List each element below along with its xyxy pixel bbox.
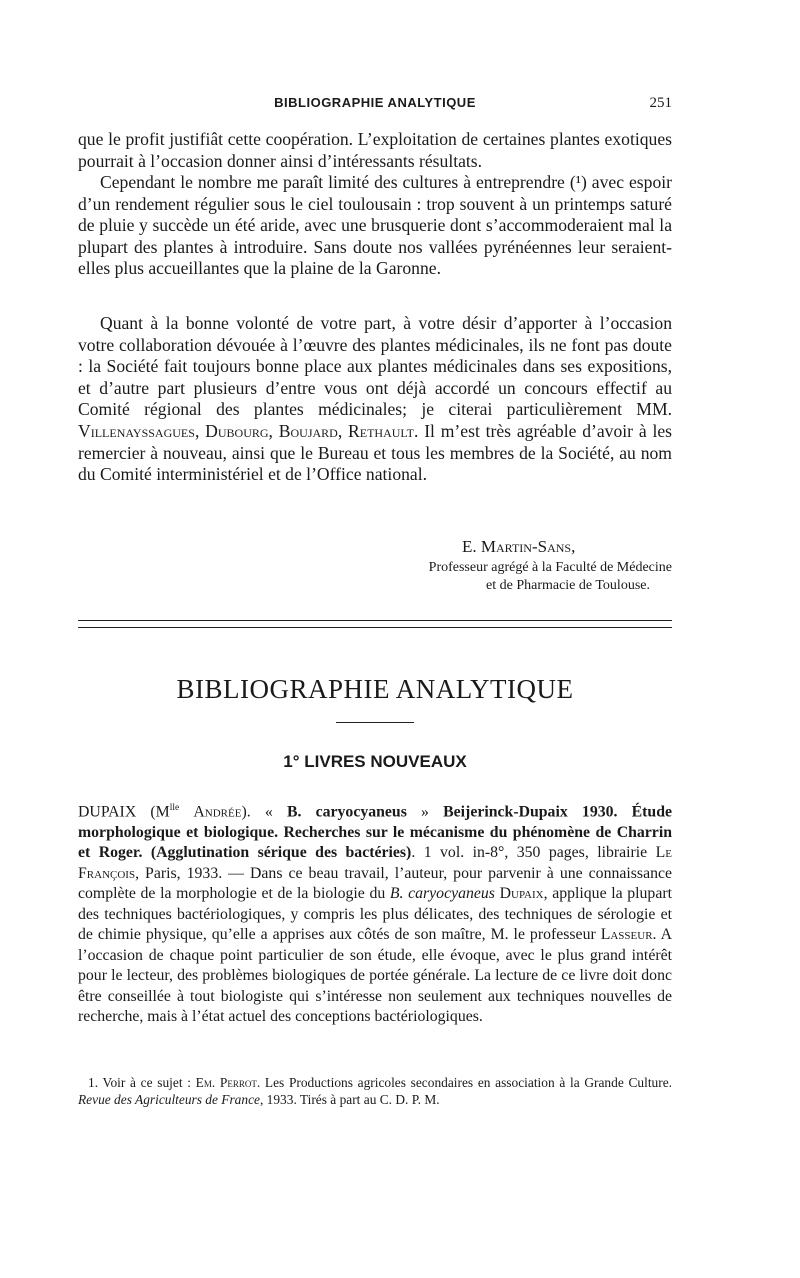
section-divider (78, 627, 672, 628)
footnote-text: . Les Productions agricoles secondaires en association à la Grande Culture. (256, 1075, 672, 1090)
footnote-author: Em. Perrot (195, 1075, 257, 1090)
entry-punct: ). « (241, 803, 287, 821)
entry-author-given: Andrée (193, 803, 242, 821)
entry-author-title: (M (150, 803, 170, 821)
paragraph-2: Cependant le nombre me paraît limité des cultures à entreprendre (¹) avec espoir d’un rendement régulier sous le ciel toulousain : trop souvent à un printemps saturé de pluie y succède un été aride, avec une brusquerie dont s’accommoderaient mal la plupart des plantes à introduire. Sans doute nos vallées pyrénéennes leur seraient-elles plus accueillantes que la plaine de la Garonne. (78, 172, 672, 279)
signature-affiliation-2: et de Pharmacie de Toulouse. (486, 578, 650, 593)
page-number: 251 (649, 95, 672, 111)
signature-surname: Martin-Sans, (480, 537, 576, 556)
paragraph-3-text-a: Quant à la bonne volonté de votre part, à votre désir d’apporter à l’occasion votre collaboration dévouée à l’œuvre des plantes médicinales, ils ne font pas doute : la Société fait toujours bonne place aux plantes médicinales dans ses expositions, et d’autre part plusieurs d’entre vous ont déjà accordé un concours effectif au Comité régional des plantes médicinales; je citerai particulièrement MM. (78, 313, 672, 420)
entry-text: . A l’occasion de chaque point particulier de son étude, elle évoque, avec le plus grand intérêt pour le lecteur, des problèmes biologiques de portée générale. La lecture de ce livre doit donc être conseillée à tout biologiste qui s’intéresse non seulement aux techniques nouvelles de recherche, mais à l’état actuel des conceptions bactériologiques. (78, 926, 673, 1026)
entry-publisher: Le François (78, 844, 672, 882)
footnote-text: Voir à ce sujet : (98, 1075, 196, 1090)
title-underline (336, 722, 414, 723)
signature-initial: E. (462, 537, 477, 556)
running-title: BIBLIOGRAPHIE ANALYTIQUE (274, 95, 476, 110)
running-head (78, 95, 672, 115)
entry-author-sup: lle (169, 803, 180, 813)
signature-affiliation-1: Professeur agrégé à la Faculté de Médecine (428, 560, 672, 575)
footnote-journal: Revue des Agriculteurs de France (78, 1092, 260, 1107)
footnote (78, 1074, 672, 1108)
person-name: Boujard (278, 420, 338, 441)
entry-author: DUPAIX (78, 803, 137, 821)
entry-title-bold: Beijerinck-Dupaix 1930. Étude morphologique et biologique. Recherches sur le mécanisme du phénomène de Charrin et Roger. (Agglutination sérique des bactéries) (78, 803, 673, 862)
entry-publication: . 1 vol. in-8°, 350 pages, librairie (411, 844, 656, 862)
footnote-marker: 1. (88, 1075, 99, 1090)
person-name: Rethault (348, 420, 414, 441)
paragraph-1: que le profit justifiât cette coopération. L’exploitation de certaines plantes exotiques pourrait à l’occasion donner ainsi d’intéressants résultats. (78, 129, 672, 171)
section-divider (78, 620, 672, 621)
paragraph-3-text-b: . Il m’est très agréable d’avoir à les remercier à nouveau, ainsi que le Bureau et tous les membres de la Société, au nom du Comité interministériel et de l’Office national. (78, 420, 672, 485)
subsection-title: 1° LIVRES NOUVEAUX (283, 752, 467, 771)
footnote-text: , 1933. Tirés à part au C. D. P. M. (259, 1092, 440, 1107)
entry-title-bold: B. caryocyaneus (286, 803, 407, 821)
signature-name (462, 537, 575, 557)
section-title: BIBLIOGRAPHIE ANALYTIQUE (176, 674, 574, 704)
paragraph-3: Quant à la bonne volonté de votre part, à votre désir d’apporter à l’occasion votre collaboration dévouée à l’œuvre des plantes médicinales, ils ne font pas doute : la Société fait toujours bonne place aux plantes médicinales dans ses expositions, et d’autre part plusieurs d’entre vous ont déjà accordé un concours effectif au Comité régional des plantes médicinales; je citerai particulièrement MM. Villenayssagues, Dubourg, Boujard, Rethault. Il m’est très agréable d’avoir à les remercier à nouveau, ainsi que le Bureau et tous les membres de la Société, au nom du Comité interministériel et de l’Office national. (78, 313, 672, 485)
entry-species-author: Dupaix (499, 885, 544, 903)
person-name: Villenayssagues (78, 420, 195, 441)
bibliography-entry (78, 798, 672, 1028)
entry-punct: » (406, 803, 444, 821)
entry-teacher: Lasseur (600, 926, 653, 944)
entry-species: B. caryocyaneus (389, 885, 495, 903)
entry-text: , applique la plupart des techniques bactériologiques, y compris les plus délicates, des techniques de sérologie et de chimie physique, qu’elle a apprises aux côtés de son maître, M. le professeur (78, 885, 672, 944)
entry-text: , Paris, 1933. — Dans ce beau travail, l’auteur, pour parvenir à une connaissance complète de la morphologie et de la biologie du (78, 864, 672, 903)
person-name: Dubourg (205, 420, 269, 441)
